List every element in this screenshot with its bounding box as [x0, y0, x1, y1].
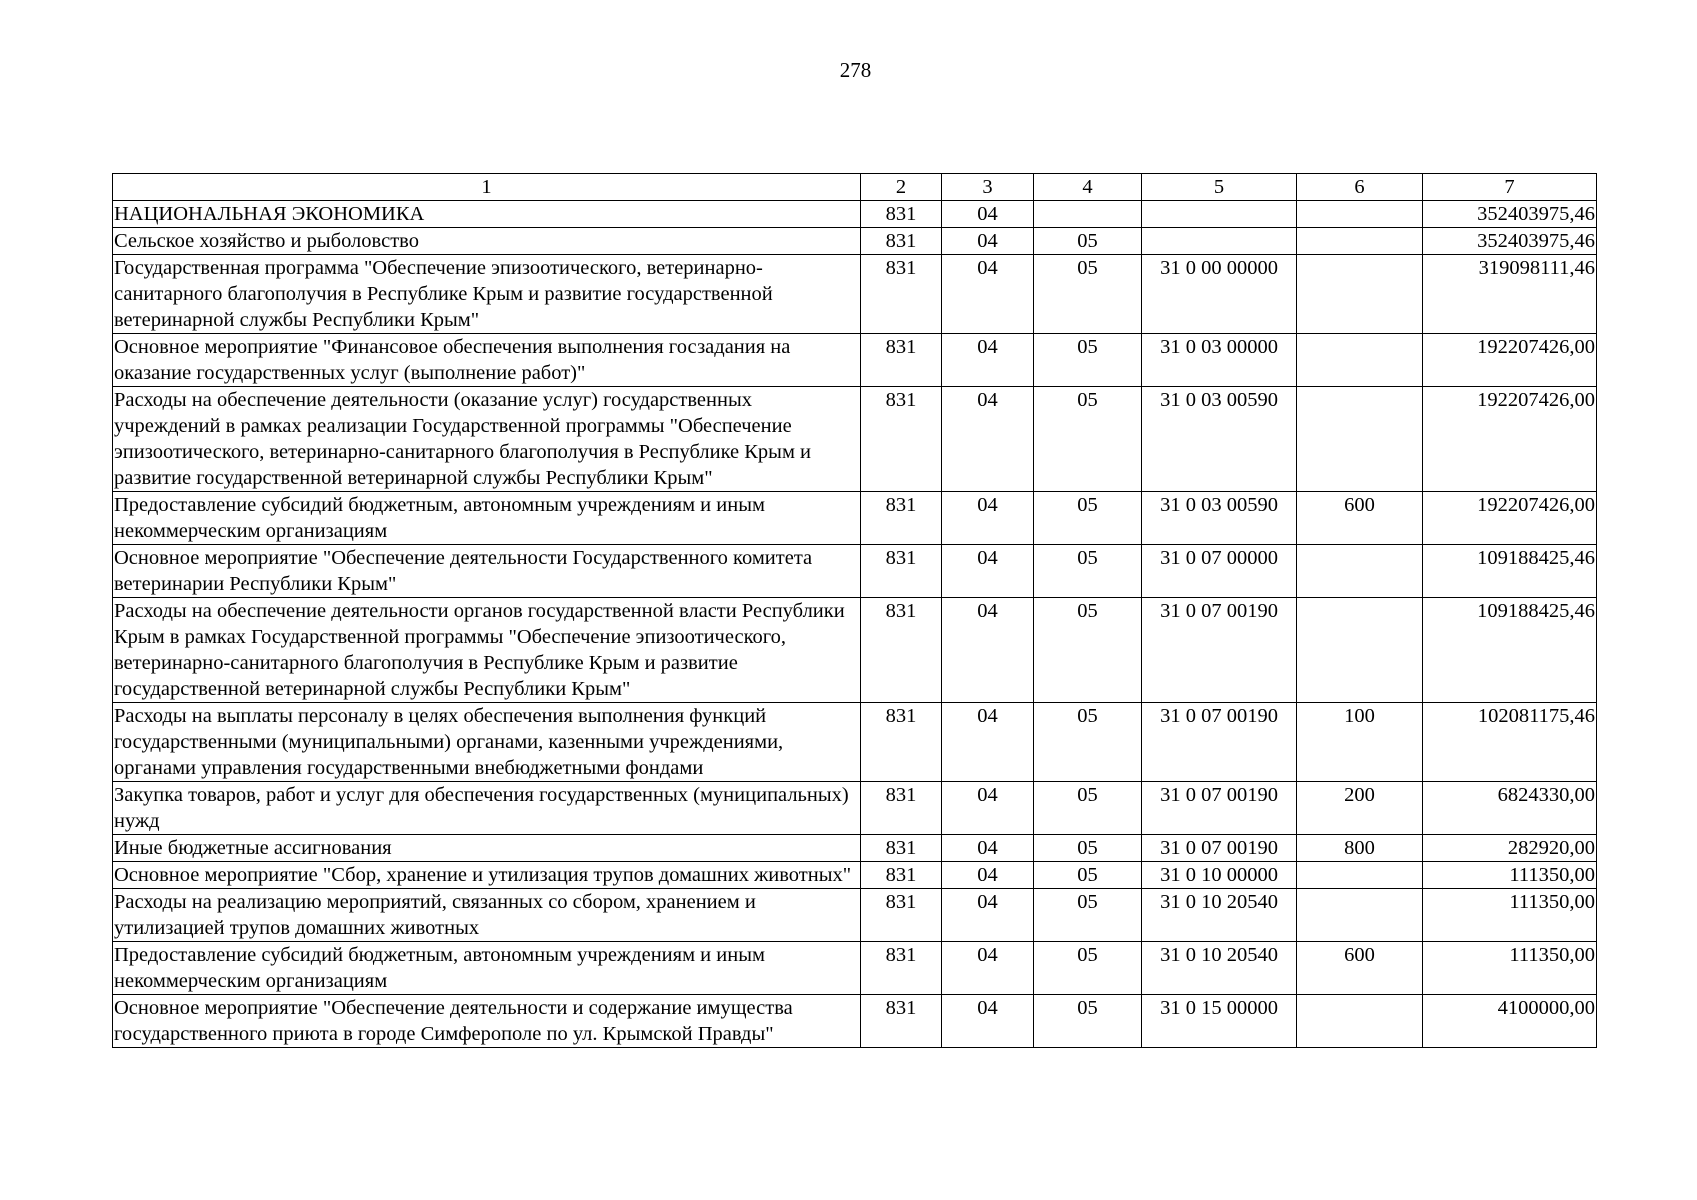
expense-type-code [1297, 545, 1423, 598]
section-code: 04 [942, 782, 1034, 835]
ministry-code: 831 [861, 782, 942, 835]
target-article-code: 31 0 07 00000 [1142, 545, 1297, 598]
section-code: 04 [942, 228, 1034, 255]
item-name: НАЦИОНАЛЬНАЯ ЭКОНОМИКА [113, 201, 861, 228]
expense-type-code [1297, 995, 1423, 1048]
table-row [113, 492, 1597, 545]
table-row [113, 334, 1597, 387]
section-code: 04 [942, 201, 1034, 228]
item-name: Основное мероприятие "Финансовое обеспечения выполнения госзадания на оказание государственных услуг (выполнение работ)" [113, 334, 861, 387]
item-name: Сельское хозяйство и рыболовство [113, 228, 861, 255]
subsection-code: 05 [1034, 255, 1142, 334]
table-row [113, 255, 1597, 334]
section-code: 04 [942, 889, 1034, 942]
amount: 109188425,46 [1423, 545, 1597, 598]
item-name: Государственная программа "Обеспечение эпизоотического, ветеринарно-санитарного благополучия в Республике Крым и развитие государственной ветеринарной службы Республики Крым" [113, 255, 861, 334]
column-header: 1 [113, 174, 861, 201]
target-article-code [1142, 228, 1297, 255]
table-row [113, 228, 1597, 255]
item-name: Основное мероприятие "Обеспечение деятельности Государственного комитета ветеринарии Республики Крым" [113, 545, 861, 598]
subsection-code [1034, 201, 1142, 228]
ministry-code: 831 [861, 703, 942, 782]
item-name: Предоставление субсидий бюджетным, автономным учреждениям и иным некоммерческим организациям [113, 942, 861, 995]
expense-type-code [1297, 862, 1423, 889]
column-header: 5 [1142, 174, 1297, 201]
target-article-code: 31 0 00 00000 [1142, 255, 1297, 334]
subsection-code: 05 [1034, 387, 1142, 492]
subsection-code: 05 [1034, 492, 1142, 545]
section-code: 04 [942, 598, 1034, 703]
ministry-code: 831 [861, 862, 942, 889]
ministry-code: 831 [861, 889, 942, 942]
table-row [113, 545, 1597, 598]
item-name: Расходы на выплаты персоналу в целях обеспечения выполнения функций государственными (муниципальными) органами, казенными учреждениями, органами управления государственными внебюджетными фондами [113, 703, 861, 782]
item-name: Основное мероприятие "Обеспечение деятельности и содержание имущества государственного приюта в городе Симферополе по ул. Крымской Правды" [113, 995, 861, 1048]
target-article-code: 31 0 07 00190 [1142, 835, 1297, 862]
ministry-code: 831 [861, 387, 942, 492]
subsection-code: 05 [1034, 889, 1142, 942]
table-row [113, 387, 1597, 492]
target-article-code: 31 0 07 00190 [1142, 703, 1297, 782]
target-article-code: 31 0 07 00190 [1142, 598, 1297, 703]
subsection-code: 05 [1034, 703, 1142, 782]
target-article-code: 31 0 03 00590 [1142, 492, 1297, 545]
expense-type-code [1297, 255, 1423, 334]
subsection-code: 05 [1034, 228, 1142, 255]
subsection-code: 05 [1034, 334, 1142, 387]
budget-table [112, 173, 1597, 1048]
column-header: 7 [1423, 174, 1597, 201]
item-name: Основное мероприятие "Сбор, хранение и утилизация трупов домашних животных" [113, 862, 861, 889]
amount: 111350,00 [1423, 889, 1597, 942]
section-code: 04 [942, 492, 1034, 545]
amount: 352403975,46 [1423, 228, 1597, 255]
column-header: 6 [1297, 174, 1423, 201]
column-header: 2 [861, 174, 942, 201]
target-article-code: 31 0 03 00000 [1142, 334, 1297, 387]
section-code: 04 [942, 387, 1034, 492]
target-article-code: 31 0 03 00590 [1142, 387, 1297, 492]
section-code: 04 [942, 703, 1034, 782]
target-article-code: 31 0 07 00190 [1142, 782, 1297, 835]
expense-type-code: 600 [1297, 492, 1423, 545]
expense-type-code [1297, 228, 1423, 255]
ministry-code: 831 [861, 995, 942, 1048]
expense-type-code [1297, 387, 1423, 492]
subsection-code: 05 [1034, 862, 1142, 889]
expense-type-code [1297, 598, 1423, 703]
table-row [113, 942, 1597, 995]
subsection-code: 05 [1034, 782, 1142, 835]
section-code: 04 [942, 862, 1034, 889]
ministry-code: 831 [861, 255, 942, 334]
item-name: Закупка товаров, работ и услуг для обеспечения государственных (муниципальных) нужд [113, 782, 861, 835]
table-row [113, 598, 1597, 703]
ministry-code: 831 [861, 334, 942, 387]
target-article-code: 31 0 10 00000 [1142, 862, 1297, 889]
amount: 109188425,46 [1423, 598, 1597, 703]
target-article-code: 31 0 10 20540 [1142, 942, 1297, 995]
item-name: Расходы на обеспечение деятельности органов государственной власти Республики Крым в рамках Государственной программы "Обеспечение эпизоотического, ветеринарно-санитарного благополучия в Республике Крым и развитие государственной ветеринарной службы Республики Крым" [113, 598, 861, 703]
item-name: Предоставление субсидий бюджетным, автономным учреждениям и иным некоммерческим организациям [113, 492, 861, 545]
subsection-code: 05 [1034, 942, 1142, 995]
table-row [113, 201, 1597, 228]
amount: 111350,00 [1423, 862, 1597, 889]
section-code: 04 [942, 995, 1034, 1048]
amount: 111350,00 [1423, 942, 1597, 995]
amount: 6824330,00 [1423, 782, 1597, 835]
amount: 192207426,00 [1423, 492, 1597, 545]
column-header: 4 [1034, 174, 1142, 201]
expense-type-code: 600 [1297, 942, 1423, 995]
table-row [113, 835, 1597, 862]
amount: 319098111,46 [1423, 255, 1597, 334]
expense-type-code [1297, 201, 1423, 228]
expense-type-code [1297, 889, 1423, 942]
table-row [113, 782, 1597, 835]
amount: 4100000,00 [1423, 995, 1597, 1048]
expense-type-code: 100 [1297, 703, 1423, 782]
item-name: Расходы на реализацию мероприятий, связанных со сбором, хранением и утилизацией трупов домашних животных [113, 889, 861, 942]
table-row [113, 889, 1597, 942]
section-code: 04 [942, 334, 1034, 387]
ministry-code: 831 [861, 201, 942, 228]
ministry-code: 831 [861, 228, 942, 255]
column-number-row [113, 174, 1597, 201]
item-name: Иные бюджетные ассигнования [113, 835, 861, 862]
amount: 192207426,00 [1423, 387, 1597, 492]
target-article-code: 31 0 10 20540 [1142, 889, 1297, 942]
amount: 102081175,46 [1423, 703, 1597, 782]
table-row [113, 862, 1597, 889]
subsection-code: 05 [1034, 995, 1142, 1048]
expense-type-code: 200 [1297, 782, 1423, 835]
column-header: 3 [942, 174, 1034, 201]
ministry-code: 831 [861, 545, 942, 598]
amount: 352403975,46 [1423, 201, 1597, 228]
section-code: 04 [942, 835, 1034, 862]
expense-type-code [1297, 334, 1423, 387]
section-code: 04 [942, 255, 1034, 334]
section-code: 04 [942, 942, 1034, 995]
ministry-code: 831 [861, 835, 942, 862]
ministry-code: 831 [861, 942, 942, 995]
ministry-code: 831 [861, 598, 942, 703]
subsection-code: 05 [1034, 545, 1142, 598]
amount: 192207426,00 [1423, 334, 1597, 387]
target-article-code [1142, 201, 1297, 228]
expense-type-code: 800 [1297, 835, 1423, 862]
subsection-code: 05 [1034, 835, 1142, 862]
ministry-code: 831 [861, 492, 942, 545]
table-row [113, 703, 1597, 782]
target-article-code: 31 0 15 00000 [1142, 995, 1297, 1048]
table-row [113, 995, 1597, 1048]
item-name: Расходы на обеспечение деятельности (оказание услуг) государственных учреждений в рамках реализации Государственной программы "Обеспечение эпизоотического, ветеринарно-санитарного благополучия в Республике Крым и развитие государственной ветеринарной службы Республики Крым" [113, 387, 861, 492]
amount: 282920,00 [1423, 835, 1597, 862]
section-code: 04 [942, 545, 1034, 598]
subsection-code: 05 [1034, 598, 1142, 703]
page-number: 278 [839, 58, 872, 82]
